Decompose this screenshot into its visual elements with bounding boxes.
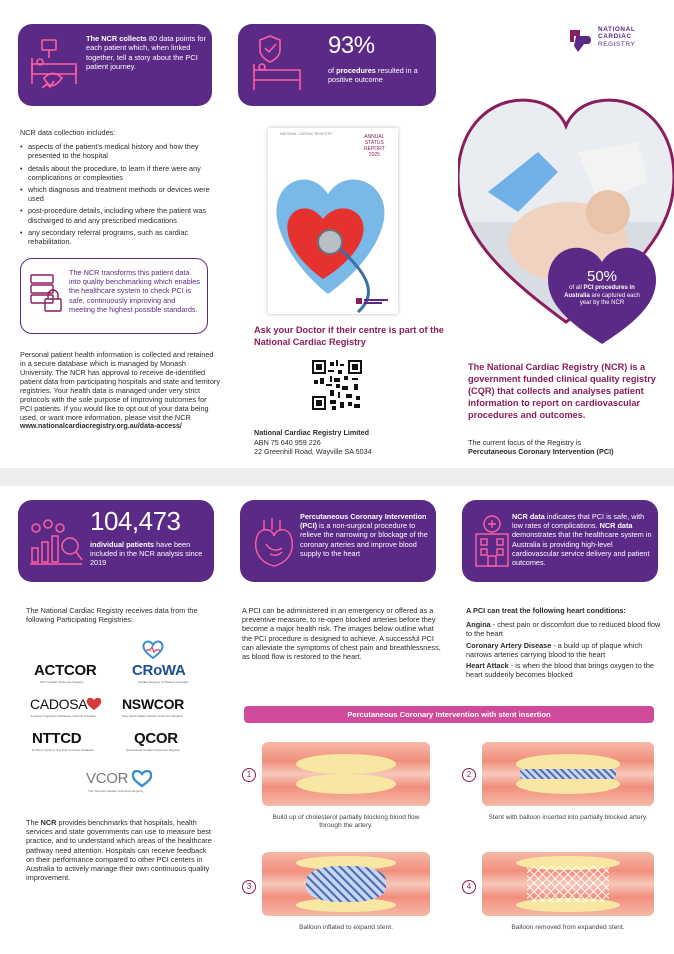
registries-intro: The National Cardiac Registry receives data from the following Participating Registries: (26, 606, 198, 625)
safe-text2: demonstrates that the healthcare system in Australia is providing high-level cardiovascular service delivery and patient outcomes. (512, 530, 652, 568)
condition-item: Coronary Artery Disease - a build up of plaque which narrows arteries carrying blood to the heart (466, 640, 643, 659)
artery-step-1 (262, 742, 430, 806)
address-abn: ABN 75 640 959 226 (254, 437, 321, 447)
patients-number: 104,473 (90, 506, 181, 536)
collection-heading: NCR data collection includes: (20, 128, 116, 137)
collects-text: 80 data points for each patient which, when linked together, tell a story about the PCI patient journey. (86, 34, 206, 72)
artery-step-3 (262, 852, 430, 916)
logo-line3: REGISTRY (598, 40, 636, 48)
ncr-logo-icon (566, 24, 594, 54)
condition-item: Angina - chest pain or discomfort due to reduced blood flow to the heart (466, 620, 661, 639)
safe-bold2: NCR data (599, 521, 633, 531)
address-name: National Cardiac Registry Limited (254, 428, 370, 437)
secure-database-icon (29, 271, 65, 315)
benchmark-text: The NCR transforms this patient data into quality benchmarking which enables the healthcare system to check PCI is safe, continuously improving and meeting the highest possible standards. (69, 268, 201, 314)
report-small-title: NATIONAL CARDIAC REGISTRY (280, 132, 333, 136)
list-item: • post-procedure details, including where the patient was discharged to and any prescribed medications (20, 206, 220, 224)
hospital-building-icon (472, 514, 512, 568)
safe-bold1: NCR data (512, 512, 545, 521)
benchmarks-text: provides benchmarks that hospitals, health services and state governments can use to measure best practice, and to understand which areas of the healthcare pathway need attention. Hospitals can receive feedback on their performance compared to other PCI centers in Australia to actively manage their own continuous quality improvement. (26, 818, 212, 883)
logo-line1: NATIONAL (598, 26, 636, 33)
report-logo-icon (356, 296, 390, 308)
shield-bed-icon (252, 34, 302, 96)
focus-line1: The current focus of the Registry is (468, 438, 582, 447)
condition-item: Heart Attack - is when the blood that brings oxygen to the heart suddenly becomes blocked (466, 661, 654, 680)
vcor-heart-icon (132, 770, 152, 788)
collects-bold: The NCR collects (86, 34, 147, 43)
stat-93-number: 93% (328, 32, 375, 59)
list-item: • aspects of the patient's medical history and how they presented to the hospital (20, 142, 220, 160)
focus-line2: Percutaneous Coronary Intervention (PCI) (468, 447, 614, 457)
stat-50-number: 50% (586, 268, 618, 285)
outcome-stat-box (238, 24, 436, 106)
pci-definition-box (240, 500, 436, 582)
list-item: • details about the procedure, to learn if there were any complications or complexities (20, 164, 220, 182)
patient-bed-icon (30, 38, 78, 94)
step-caption-3: Balloon inflated to expand stent. (299, 924, 393, 931)
pci-safe-box (462, 500, 658, 582)
step-number-3: 3 (242, 880, 256, 894)
stat-50-pre: of all (569, 285, 582, 291)
stat-50-post: are captured each year by the NCR (579, 292, 640, 307)
step-number-4: 4 (462, 880, 476, 894)
conditions-heading: A PCI can treat the following heart conditions: (466, 606, 626, 615)
step-caption-4: Balloon removed from expanded stent. (511, 924, 625, 931)
heart-anatomy-icon (250, 514, 298, 570)
artery-step-2 (482, 742, 654, 806)
pci-description: A PCI can be administered in an emergency or offered as a preventive measure, to re-open blocked arteries before they become a major health risk. The images below outline what the PCI procedure is designed to achieve. A successful PCI can alleviate the symptoms of chest pain and breathlessness, as blood flow is restored to the heart. (242, 606, 441, 662)
safe-text1: indicates that PCI is safe, with low rates of complications. (512, 512, 645, 531)
benchmarks-pre: The (26, 818, 39, 827)
report-title3: REPORT (364, 146, 385, 152)
annual-report-cover (268, 128, 398, 314)
ask-doctor-text: Ask your Doctor if their centre is part of the National Cardiac Registry (254, 325, 444, 347)
report-year: 2025 (368, 152, 380, 158)
stat-93-of: of (328, 66, 335, 75)
benchmarks-bold: NCR (40, 818, 57, 827)
pci-bold: Percutaneous Coronary Intervention (PCI) (300, 512, 427, 531)
collection-list (20, 142, 220, 246)
list-item: • which diagnosis and treatment methods or devices were used (20, 185, 220, 203)
crowa-heart-icon (142, 640, 164, 660)
report-title2: STATUS (364, 140, 384, 146)
list-item: • any secondary referral programs, such as cardiac rehabilitation. (20, 228, 220, 246)
benchmark-box (20, 258, 208, 334)
cadosa-heart-icon (86, 697, 102, 711)
address-street: 22 Greenhill Road, Wayville SA 5034 (254, 447, 372, 457)
stat-93-bold: procedures (336, 66, 376, 75)
step-caption-2: Stent with balloon inserted into partially blocked artery. (488, 814, 648, 821)
report-title1: ANNUAL (364, 134, 385, 140)
logo-line2: CARDIAC (598, 33, 632, 41)
stent-banner-text: Percutaneous Coronary Intervention with stent insertion (347, 710, 551, 719)
pci-text: is a non-surgical procedure to relieve the narrowing or blockage of the coronary arteries and improve blood supply to the heart (300, 521, 428, 558)
qr-code[interactable] (312, 360, 362, 410)
patients-bold: individual patients (90, 540, 155, 549)
privacy-url[interactable]: www.nationalcardiacregistry.org.au/data-access/ (20, 423, 182, 430)
page-divider (0, 468, 674, 486)
patients-stat-box (18, 500, 214, 582)
step-number-2: 2 (462, 768, 476, 782)
ncr-logo (566, 22, 666, 62)
step-number-1: 1 (242, 768, 256, 782)
ncr-intro-text: The National Cardiac Registry (NCR) is a government funded clinical quality registry (CQR) that collects and analyses patient information to report on cardiovascular procedures and outcomes. (468, 362, 656, 420)
heart-stethoscope-image (268, 164, 398, 314)
growth-chart-icon (28, 518, 84, 568)
step-caption-1: Build up of cholesterol partially blocking blood flow through the artery. (272, 814, 420, 830)
artery-step-4 (482, 852, 654, 916)
stent-banner (244, 706, 654, 723)
stat-93-text: resulted in a positive outcome (328, 66, 418, 85)
patients-text: have been included in the NCR analysis since 2019 (90, 540, 203, 568)
privacy-text: Personal patient health information is collected and retained in a secure database which is managed by Monash University. The NCR has approval to receive de-identified patient data from participating hospitals and state and territory registries. Your health data is managed under very strict protocols with the sole purpose of improving outcomes for PCI patients. If you would like to opt out of your data being used, or want more information, please visit the NCR (20, 350, 220, 422)
stat-50-bold: PCI procedures in Australia (564, 285, 635, 299)
ncr-collects-box (18, 24, 212, 106)
